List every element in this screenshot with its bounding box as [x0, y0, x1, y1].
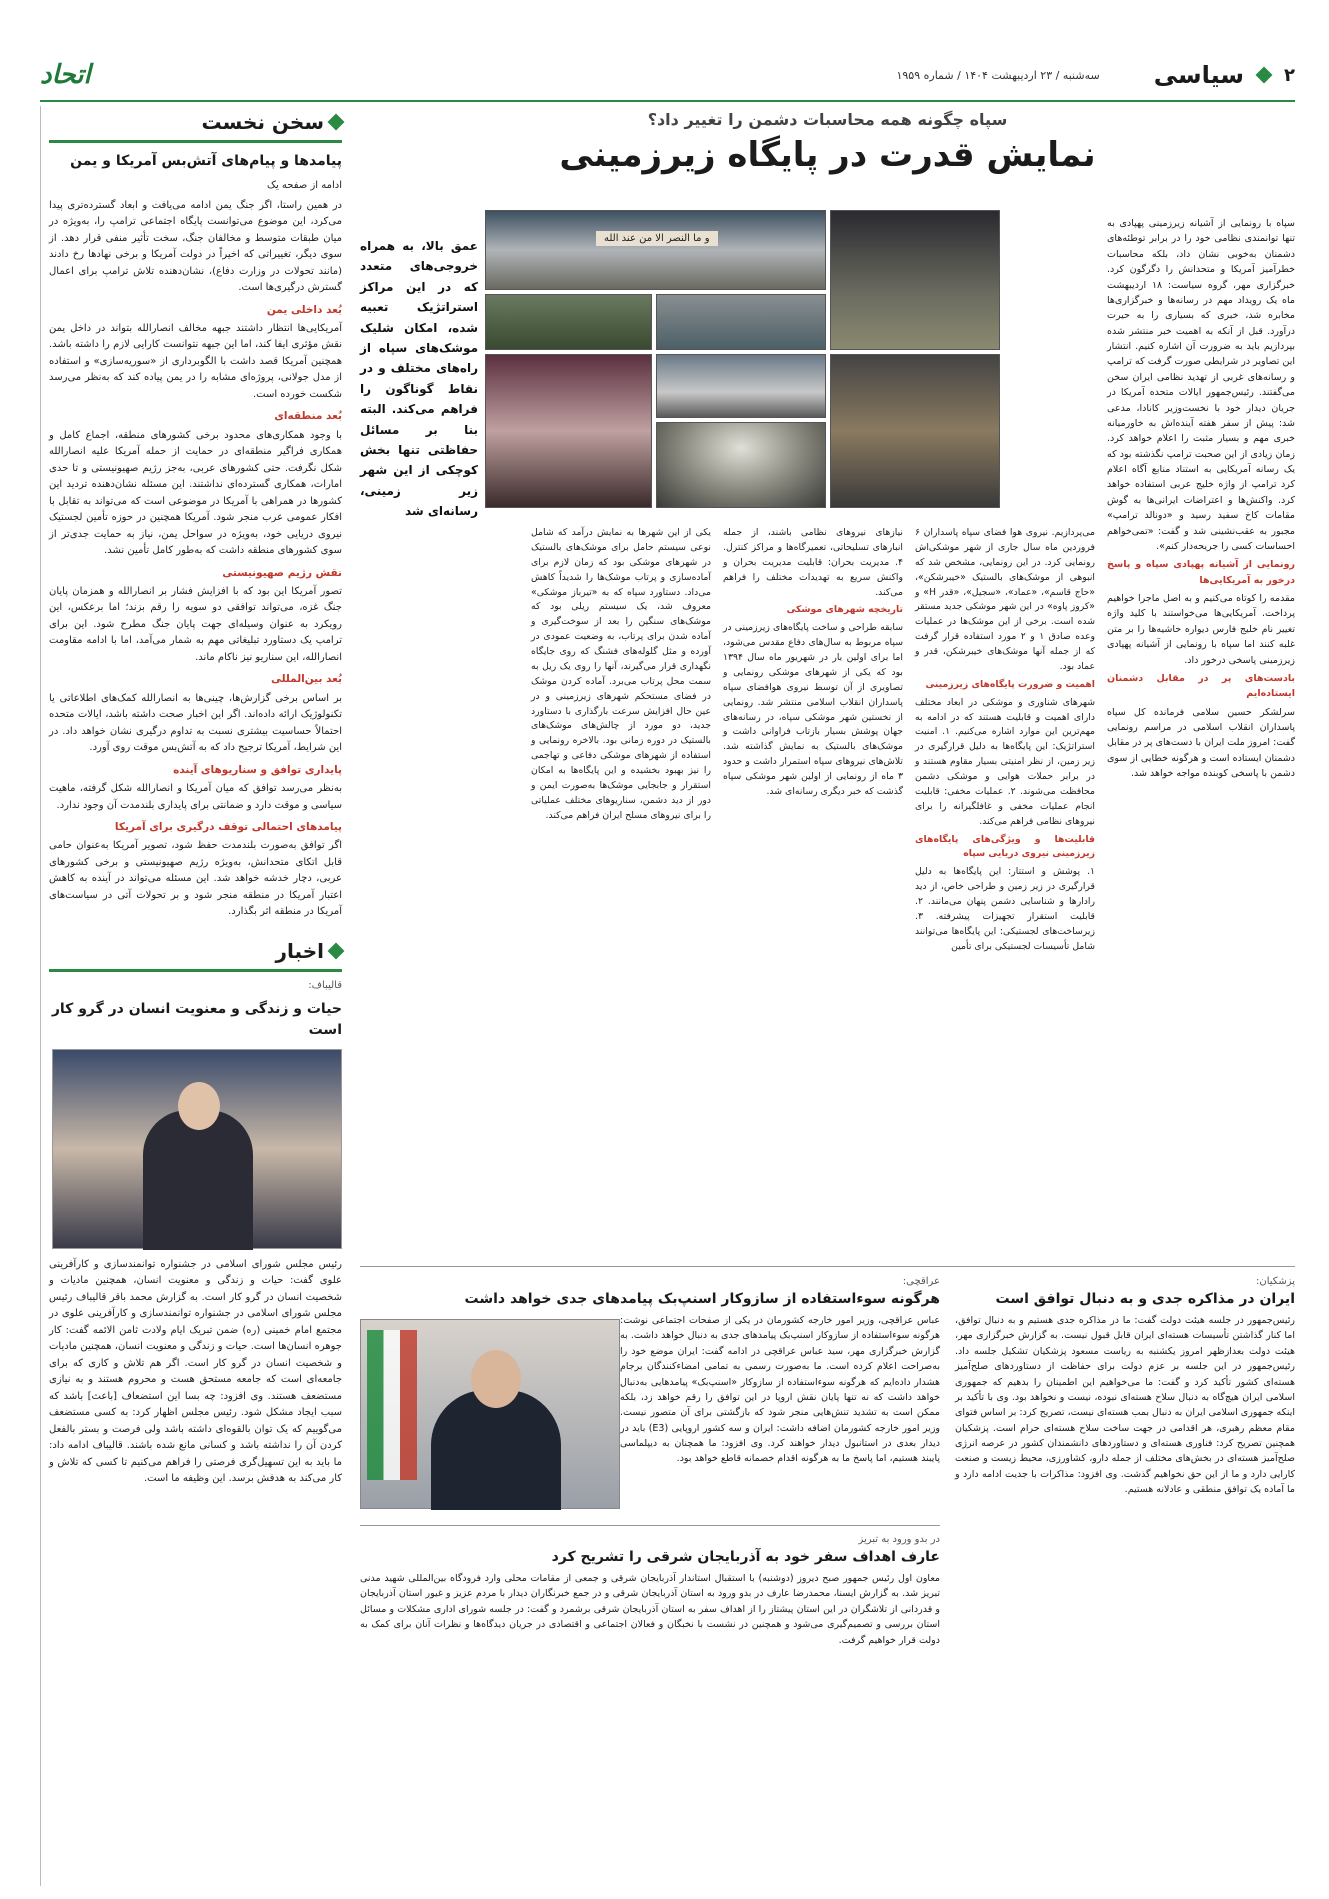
photo-collage [485, 210, 1000, 510]
editorial-para: ادامه از صفحه یک [267, 180, 342, 191]
editorial-subhead: بُعد منطقه‌ای [274, 410, 342, 423]
flag-graphic [367, 1330, 417, 1480]
diamond-icon [328, 114, 345, 131]
news-kicker: قالیباف: [308, 979, 342, 991]
page-header [40, 52, 1295, 98]
section-name: سیاسی [1153, 61, 1244, 89]
lead-text-2: مقدمه را کوتاه می‌کنیم و به اصل ماجرا خواهیم پرداخت. آمریکایی‌ها می‌خواستند با کلید واژه تغییر نام خلیج فارس دیواره حاشیه‌ها را بر متن غلبه کنند اما سپاه با رونمایی از آشیانه پهپادی زیرزمینی پاسخی درخور داد. [1107, 593, 1295, 666]
aref-article [360, 1525, 940, 1648]
soldiers-photo [485, 294, 652, 350]
section-divider [360, 1266, 1295, 1267]
missile-hall-photo [485, 354, 652, 508]
lower-mid-title: هرگونه سوءاستفاده از سازوکار اسنپ‌بک پیامدهای جدی خواهد داشت [464, 1291, 940, 1307]
editorial-para: با وجود همکاری‌های محدود برخی کشورهای منطقه، اجماع کامل و همکاری فراگیر منطقه‌ای در حمایت از حمله آمریکا علیه انصارالله شکل نگرفت. حتی کشورهای عربی، به‌جز رژیم صهیونیستی و تا حدی امارات، همکاری گسترده‌ای نداشتند. این مسئله نشان‌دهنده تردید این کشورها در همراهی با آمریکا در موضوعی است که می‌تواند به تقابل با افکار عمومی عرب منجر شود. آمریکا همچنین در حوزه تأمین لجستیک نیروی دریایی خود، به‌ویژه در سواحل یمن، نیاز به حمایت جدی‌تر از سوی کشورهای منطقه داشت که به‌طور کامل تأمین نشد. [49, 429, 342, 557]
editorial-section-head [49, 106, 342, 143]
pezeshkian-article [955, 1276, 1295, 1498]
issue-info: سه‌شنبه / ۲۳ اردیبهشت ۱۴۰۴ / شماره ۱۹۵۹ [896, 68, 1100, 82]
main-headline: نمایش قدرت در پایگاه زیرزمینی [559, 135, 1096, 175]
photo-caption: عمق بالا، به همراه خروجی‌های متعدد که در این مراکز استراتژیک تعبیه شده، امکان شلیک موشک‌های سپاه از راه‌های مختلف و در نقاط گوناگون را فراهم می‌کند. البته بنا بر مسائل حفاظتی تنها بخش کوچکی از این شهر زیر زمینی، رسانه‌ای شد [360, 239, 478, 519]
left-column [40, 106, 342, 1886]
lower-bottom-kicker: در بدو ورود به تبریز [858, 1534, 940, 1545]
editorial-subhead: بُعد بین‌المللی [270, 673, 342, 686]
col1-text: می‌پردازیم. نیروی هوا فضای سپاه پاسداران ۶ فروردین ماه سال جاری از شهر موشکی‌اش رونمایی کرد. در این رونمایی، مشخص شد که انبوهی از موشک‌های بالستیک «خیبرشکن»، «حاج قاسم»، «عماد»، «سجیل»، «قدر H» و «کروز پاوه» در این شهر موشکی جدید مستقر شده است. برخی از این موشک‌ها در عملیات وعده صادق ۱ و ۲ مورد استفاده قرار گرفت که از جمله آنها موشک‌های خیبرشکن، قدر و عماد بود. [915, 527, 1096, 672]
news-section-title: اخبار [275, 938, 324, 963]
news-photo [52, 1049, 342, 1249]
tunnel-photo-2 [656, 422, 826, 508]
editorial-body [49, 178, 342, 921]
col2-red: تاریخچه شهرهای موشکی [786, 604, 903, 616]
figure-body [431, 1390, 561, 1510]
lower-bottom-text: معاون اول رئیس جمهور صبح دیروز (دوشنبه) با استقبال استاندار آذربایجان شرقی و جمعی از مقامات محلی وارد فرودگاه بین‌المللی شهید مدنی تبریز شد. به گزارش ایسنا، محمدرضا عارف در بدو ورود به استان آذربایجان شرقی و در جمع خبرنگاران دیدار با مردم عزیز و غیور استان آذربایجان و قدردانی از تلاشگران در این استان پیشتاز را از اهداف سفر به استان آذربایجان شرقی برشمرد و گفت: در جلسه شورای اداری مشکلات و مسائل استان بررسی و تصمیم‌گیری می‌شود و همچنین در نشست با نخبگان و فعالان اجتماعی و اقتصادی در جریان دیدگاه‌ها و نظرات آنان برای کمک به دولت قرار خواهیم گرفت. [360, 1573, 940, 1646]
speaker-body [143, 1110, 253, 1250]
lower-right-text: رئیس‌جمهور در جلسه هیئت دولت گفت: ما در مذاکره جدی هستیم و به دنبال توافق، اما کنار گذاشتن تأسیسات هسته‌ای ایران قابل قبول نیست. به گزارش خبرگزاری مهر، هیئت دولت بعدازظهر امروز یکشنبه به ریاست مسعود پزشکیان تشکیل جلسه داد. رئیس‌جمهور در این جلسه بر عزم دولت برای حفاظت از دستاوردهای صلح‌آمیز هسته‌ای کشور تأکید کرد و گفت: ما می‌خواهیم این اطمینان را بدهیم که جمهوری اسلامی ایران هیچ‌گاه به دنبال سلاح هسته‌ای نبوده، نیست و نخواهد بود. وی با تأکید بر اینکه جمهوری اسلامی ایران به دنبال بمب هسته‌ای نیست، تصریح کرد: بر اساس فتوای مقام معظم رهبری، هر اقدامی در جهت ساخت سلاح هسته‌ای حرام است. پزشکیان همچنین تصریح کرد: فناوری هسته‌ای و دستاوردهای دانشمندان کشور در عرصه انرژی صلح‌آمیز هسته‌ای در بخش‌های مختلف از جمله دارو، کشاورزی، محیط زیست و صنعت کارایی دارد و ما از این حق نخواهیم گذشت. وی افزود: مذاکرات با جدیت ادامه دارد و ما آماده یک توافق منطقی و عادلانه هستیم. [955, 1315, 1295, 1496]
col1-text-2: شهرهای شناوری و موشکی در ابعاد مختلف دارای اهمیت و قابلیت هستند که در ادامه به مهم‌ترین این موارد اشاره می‌کنیم. ۱. امنیت استراتژیک: این پایگاه‌ها به دلیل قرارگیری در زیر زمین، از نظر امنیتی بسیار مقاوم هستند و در برابر حملات هوایی و موشکی دشمن محافظت می‌شوند. ۲. عملیات مخفی: قابلیت انجام عملیات مخفی و غافلگیرانه را برای نیروهای نظامی فراهم می‌کند. [915, 696, 1095, 827]
lead-red-subhead: رونمایی از آشیانه پهپادی سپاه و پاسخ درخور به آمریکایی‌ها [1107, 559, 1295, 586]
editorial-subhead: پیامدهای احتمالی توقف درگیری برای آمریکا [114, 821, 342, 834]
lower-mid-kicker: عراقچی: [902, 1276, 940, 1287]
col2-text: نیازهای نیروهای نظامی باشند، از جمله انبارهای تسلیحاتی، تعمیرگاه‌ها و مراکز کنترل. ۴. مدیریت بحران: قابلیت مدیریت بحران و واکنش سریع به تهدیدات مختلف را فراهم می‌کند. [723, 527, 903, 598]
editorial-section-title: سخن نخست [201, 110, 324, 134]
editorial-title: پیامدها و پیام‌های آتش‌بس آمریکا و یمن [70, 153, 342, 169]
editorial-para: اگر توافق به‌صورت بلندمدت حفظ شود، تصویر آمریکا به‌عنوان حامی قابل اتکای متحدانش، به‌ویژه رژیم صهیونیستی و برخی کشورهای عربی، دچار خدشه خواهد شد. این مسئله می‌تواند در آینده به کاهش اعتبار آمریکا در منطقه منجر شود و بر تحولات آتی در سیاست‌های آمریکا در منطقه اثر بگذارد. [49, 840, 342, 918]
newspaper-logo: اتحاد [40, 60, 91, 90]
missile-photo-1 [830, 210, 1000, 350]
araghchi-article [360, 1276, 940, 1648]
main-area [360, 106, 1295, 1886]
editorial-para: آمریکایی‌ها انتظار داشتند جبهه مخالف انصارالله بتواند در داخل یمن نقش مؤثری ایفا کند، اما این جبهه نتوانست کارایی لازم را داشته باشد. همچنین آمریکا قصد داشت با الگوبرداری از «سوریه‌سازی» و استفاده از مدل جولانی، پروژه‌ای مشابه را در یمن پیاده کند که به‌نظر می‌رسد شکست خورده است. [49, 322, 342, 400]
speaker-head [178, 1082, 220, 1130]
editorial-subhead: بُعد داخلی یمن [266, 303, 342, 316]
article-col-2 [723, 526, 903, 800]
tunnel-photo-1 [485, 210, 826, 290]
header-rule [40, 100, 1295, 102]
drone-photo-2 [656, 354, 826, 418]
editorial-subhead: پایداری توافق و سناریوهای آینده [173, 763, 342, 776]
article-col-3 [531, 526, 711, 824]
news-body: رئیس مجلس شورای اسلامی در جشنواره توانمندسازی و کارآفرینی علوی گفت: حیات و زندگی و معنویت انسان، همچنین مادیات و شخصیت انسان در گرو کار است. به گزارش محمد باقر قالیباف رئیس مجلس شورای اسلامی در جشنواره توانمندسازی و کارآفرینی علوی در مجتمع امام خمینی (ره) ضمن تبریک ایام ولادت ثامن الائمه گفت: کار جوهره انسان‌ها است. حیات و زندگی و معنویت انسان، همچنین مادیات و شخصیت انسان در گرو کار است. اگر هم تلاش و کاری که برای جامعه‌ای است که جامعه مستحق هست و محروم هستند و به نیازی مستضعف هستند. وی افزود: چه بسا این استضعاف [باعث] باشد که سبب ایجاد مشکل شود. رئیس مجلس اظهار کرد: به کسی مستضعف می‌گوییم که یک توان بالقوه‌ای داشته باشد ولی فرصت و بستر بالفعل کردن آن را نداشته باشد و کسانی مانع شده باشند. قالیباف ادامه داد: ما باید به این تسهیل‌گری فرصتی را فراهم می‌کنیم تا کسی که تلاش و کار می‌کند به هدفش برسد. این وظیفه ما است. [49, 1258, 342, 1485]
main-kicker: سپاه چگونه همه محاسبات دشمن را تغییر داد؟ [647, 110, 1008, 129]
col2-text-2: سابقه طراحی و ساخت پایگاه‌های زیرزمینی در سپاه مربوط به سال‌های دفاع مقدس می‌شود، اما برای اولین بار در شهریور ماه سال ۱۳۹۴ بود که یکی از شهرهای موشکی رونمایی و تصاویری از آن توسط نیروی هوافضای سپاه پاسداران انقلاب اسلامی منتشر شد. رونمایی از نخستین شهر موشکی سپاه، در رسانه‌های جهان پوشش بسیار بازتاب فراوانی داشت و موشک‌های بالستیک به نمایش گذاشته شد. تلاش‌های نیروهای سپاه استمرار داشت و حدود ۳ ماه از رونمایی از اولین شهر موشکی سپاه گذشت که خبر دیگری رسانه‌ای شد. [723, 622, 903, 797]
news-title: حیات و زندگی و معنویت انسان در گرو کار است [51, 1000, 342, 1038]
launcher-photo [830, 354, 1000, 508]
editorial-subhead: نقش رژیم صهیونیستی [222, 566, 342, 579]
lead-column [1107, 216, 1295, 782]
diamond-icon [1256, 67, 1273, 84]
header-right [896, 61, 1295, 89]
lower-mid-text: عباس عراقچی، وزیر امور خارجه کشورمان در یکی از صفحات اجتماعی نوشت: هرگونه سوءاستفاده از سازوکار اسنپ‌بک پیامدهای جدی به دنبال خواهد داشت. به گزارش خبرگزاری مهر، سید عباس عراقچی در ادامه گفت: ایران موضع خود را به‌صراحت اعلام کرده است. ما به‌صورت رسمی به تمامی امضاءکنندگان برجام هشدار داده‌ایم که هرگونه سوءاستفاده از سازوکار «اسنپ‌بک» پیامدهایی به‌دنبال خواهد داشت که نه تنها پایان نقش اروپا در این توافق را رقم خواهد زد، بلکه ممکن است به تشدید تنش‌هایی منجر شود که بازگشتی برای آن متصور نیست. وزیر امور خارجه کشورمان اضافه داشت: ایران و سه کشور اروپایی (E3) باید در دیدار بعدی در استانبول دیدار خواهند کرد. وی افزود: ما همچنان به دیپلماسی پایبند هستیم، اما پاسخ ما به هرگونه اقدام خصمانه قاطع خواهد بود. [620, 1315, 940, 1465]
col1-text-3: ۱. پوشش و استتار: این پایگاه‌ها به دلیل قرارگیری در زیر زمین و طراحی خاص، از دید رادارها و شناسایی دشمن پنهان می‌مانند. ۲. قابلیت استقرار تجهیزات پیشرفته. ۳. زیرساخت‌های لجستیکی: این پایگاه‌ها می‌توانند شامل تأسیسات لجستیکی برای تأمین [915, 866, 1095, 952]
col3-text: یکی از این شهرها به نمایش درآمد که شامل نوعی سیستم حامل برای موشک‌های بالستیک در شهرهای موشکی بود که زمان لازم برای آماده‌سازی و پرتاب موشک‌ها را شدیداً کاهش می‌داد. دستاورد سپاه که به «تیرباز موشکی» معروف شد، یک سیستم ریلی بود که موشک‌های سنگین را بعد از سوخت‌گیری و آماده شدن برای پرتاب، به وضعیت عمودی در آورده و مثل گلوله‌های فشنگ که روی جایگاه نگهداری قرار می‌گیرند، آنها را روی یک ریل به سمت محل پرتاب می‌برد. آماده کردن موشک در فضای مستحکم شهرهای زیرزمینی و در عین حال افزایش سرعت بارگذاری با دستاورد جدید، دو مورد از چالش‌های موشک‌های بالستیک در دوره زمانی بود. بالاخره رونمایی و استفاده از شهرهای موشکی دفاعی و تهاجمی را نیز بهبود بخشیده و این پایگاه‌ها به امکان استقرار و جابجایی موشک‌ها به‌صورت ایمن و دور از دید دشمن، سناریوهای مختلف عملیاتی را برای نیروهای مسلح ایران فراهم می‌کند. [531, 527, 711, 821]
lead-red-subhead-2: بادست‌های پر در مقابل دشمنان ایستاده‌ایم [1107, 672, 1295, 700]
lower-right-title: ایران در مذاکره جدی و به دنبال توافق است [995, 1291, 1295, 1307]
editorial-para: به‌نظر می‌رسد توافق که میان آمریکا و انصارالله شکل گرفته، ماهیت سیاسی و موقت دارد و ضمانتی برای پایداری بلندمدت آن وجود ندارد. [49, 783, 342, 811]
article-col-1 [915, 526, 1095, 955]
figure-face [471, 1350, 521, 1408]
araghchi-photo [360, 1319, 620, 1509]
col1-red: اهمیت و ضرورت پایگاه‌های زیرزمینی [925, 678, 1095, 690]
lower-right-kicker: پزشکیان: [1256, 1276, 1295, 1287]
lead-text-3: سرلشکر حسین سلامی فرمانده کل سپاه پاسداران انقلاب اسلامی در مراسم رونمایی گفت: امروز ملت ایران با دست‌های پر در مقابل دشمنان ایستاده است و هرگونه خطایی از سوی دشمن با پاسخی کوبنده مواجه خواهد شد. [1107, 706, 1295, 780]
lead-text: سپاه با رونمایی از آشیانه زیرزمینی پهپادی به تنها توانمندی نظامی خود را در برابر توطئه‌های دشمنان به‌خوبی نشان داد، بلکه محاسبات خطرآمیز آمریکا و متحدانش را دگرگون کرد. خبرگزاری مهر، گروه سیاست: ۱۸ اردیبهشت ماه یک رویداد مهم در رسانه‌ها و خبرگزاری‌ها مخابره شد، خبری که بسیاری را به حیرت درآورد. قبل از آنکه به اهمیت خبر منتشر شده بپردازیم باید به ضرورت آن اشاره کنیم. انتشار این تصاویر در شرایطی صورت گرفت که ترامپ و رسانه‌های غربی از تهدید نظامی ایران سخن می‌گفتند. رئیس‌جمهور ایالات متحده آمریکا در جریان دیدار خود با نخست‌وزیر کانادا، مدعی شد: پیش از سفر هفته آینده‌اش به خاورمیانه خبری مهم و بسیار مثبت را اعلام خواهد کرد. زمان زیادی از این صحبت ترامپ نگذشته بود که یک رسانه آمریکایی به استناد منابع آگاه اعلام کرد ترامپ از واژه خلیج عربی استفاده خواهد کرد. واکنش‌ها و اعتراضات ایرانی‌ها به گوش مقامات کاخ سفید رسید و «دونالد ترامپ» مجبور به عقب‌نشینی شد و گفت: «تمی‌خواهم احساسات کسی را جریحه‌دار کنم». [1107, 218, 1295, 552]
photo-banner: و ما النصر الا من عند الله [596, 231, 718, 246]
editorial-para: در همین راستا، اگر جنگ یمن ادامه می‌یافت و ابعاد گسترده‌تری پیدا می‌کرد، این موضوع می‌توانست پایگاه اجتماعی ترامپ را، به‌ویژه در میان طبقات متوسط و مخالفان جنگ، سخت تأثیر منفی قرار دهد. از سوی دیگر، تغییراتی که اخیراً در دولت آمریکا و برخی نهادها رخ دادند (مانند تحولات در وزارت دفاع)، نشان‌دهنده تلاش ترامپ برای اعمال گسترش درگیری‌ها است. [49, 199, 342, 293]
editorial-para: تصور آمریکا این بود که با افزایش فشار بر انصارالله و همزمان پایان جنگ غزه، می‌تواند توافقی دو سویه را رقم بزند؛ اما برعکس، این رویکرد به عنوان وسیله‌ای جهت پایان جنگ مطرح شود. این برای ترامپ یک دستاورد تبلیغاتی مهم به شمار می‌آمد، اما با ادامه مقاومت انصارالله، این سناریو نیز ناکام ماند. [49, 585, 342, 663]
col1-red-2: قابلیت‌ها و ویژگی‌های پایگاه‌های زیرزمینی نیروی دریایی سپاه [915, 833, 1095, 860]
lower-bottom-title: عارف اهداف سفر خود به آذربایجان شرقی را تشریح کرد [551, 1549, 940, 1565]
page-number: ۲ [1284, 64, 1295, 86]
news-section-head [49, 935, 342, 972]
diamond-icon [328, 942, 345, 959]
drone-photo-1 [656, 294, 826, 350]
editorial-para: بر اساس برخی گزارش‌ها، چینی‌ها به انصارالله کمک‌های اطلاعاتی یا تکنولوژیک ارائه داده‌اند. اگر این اخبار صحت داشته باشد، ایالات متحده احتمالاً حساسیت بیشتری نسبت به تداوم درگیری نشان خواهد داد. در این شرایط، آمریکا ترجیح داد که به آتش‌بس موقت روی آورد. [49, 692, 342, 754]
